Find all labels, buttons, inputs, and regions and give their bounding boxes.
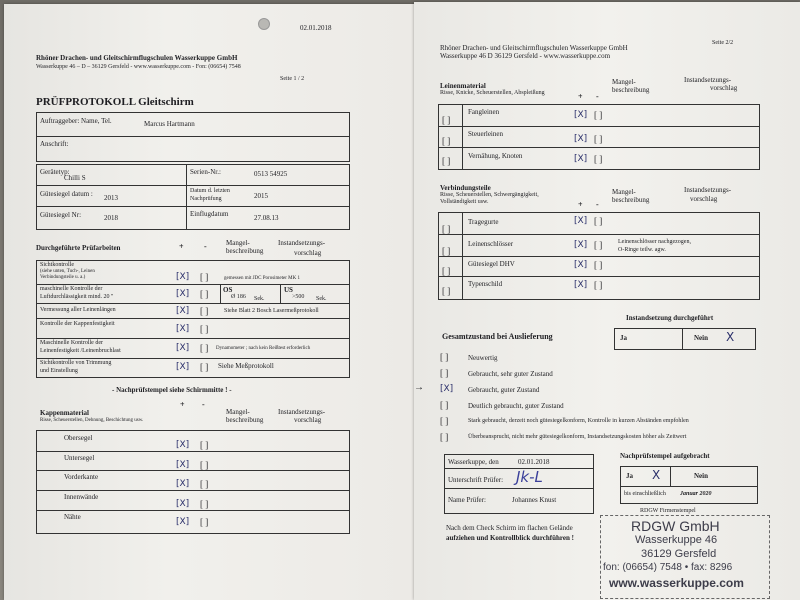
conn-repair-col: Instandsetzungs-	[684, 186, 732, 194]
canopy-3-check: [X]	[176, 479, 190, 489]
lines-3-check: [X]	[574, 154, 588, 164]
signature: Jk-L	[516, 468, 543, 486]
overall-3-label: Gebraucht, guter Zustand	[468, 386, 540, 394]
conn-minus-col: -	[596, 200, 599, 209]
page-title: PRÜFPROTOKOLL Gleitschirm	[36, 96, 194, 108]
company-stamp-phone: fon: (06654) 7548 • fax: 8296	[603, 562, 733, 573]
seal-no-value: 2018	[104, 214, 118, 222]
work-1-sub-2: Verbindungsteile u. a.)	[40, 275, 86, 280]
canopy-3-box: [ ]	[200, 479, 209, 489]
defect-col-2: beschreibung	[226, 247, 264, 255]
stamp-note: - Nachprüfstempel siehe Schirmmitte ! -	[112, 386, 232, 394]
overall-5-box: [ ]	[440, 416, 449, 426]
work-5-sub: Leinenfestigkeit /Leinenbruchlast	[40, 348, 121, 354]
fly-date-value: 27.08.13	[254, 214, 279, 222]
overall-1-label: Neuwertig	[468, 354, 498, 362]
work-3-plus-check: [X]	[176, 306, 190, 316]
client-value: Marcus Hartmann	[144, 120, 195, 128]
client-label: Auftraggeber: Name, Tel.	[40, 117, 112, 125]
canopy-repair-col: Instandsetzungs-	[278, 408, 326, 416]
conn-2-check: [X]	[574, 240, 588, 250]
address-label: Anschrift:	[40, 140, 69, 148]
overall-3-box: [X]	[440, 384, 454, 394]
lines-1-minus-box: [ ]	[594, 110, 603, 120]
conn-2-minus-box: [ ]	[594, 240, 603, 250]
lines-repair-col-2: vorschlag	[710, 84, 738, 92]
conn-4-check: [X]	[574, 280, 588, 290]
overall-1-box: [ ]	[440, 352, 449, 362]
company-header-2: Rhöner Drachen- und Gleitschirmflugschulen Wasserkuppe GmbH	[440, 44, 628, 52]
stamp-yes-check: X	[652, 468, 661, 482]
us-label: US	[284, 286, 293, 294]
overall-4-label: Deutlich gebraucht, guter Zustand	[468, 402, 564, 410]
canopy-minus-col: -	[202, 400, 205, 409]
conn-3-label: Gütesiegel DHV	[468, 260, 515, 268]
us-unit: Sek.	[316, 296, 327, 302]
lines-3-box: [ ]	[442, 156, 451, 166]
canopy-subtitle: Risse, Scheuerstellen, Dehnung, Beschichtung usw.	[40, 418, 144, 423]
last-check-label: Datum d. letzten	[190, 188, 230, 194]
repair-title: Instandsetzung durchgeführt	[626, 314, 714, 322]
page-number-2: Seite 2/2	[712, 40, 734, 46]
conn-4-label: Typenschild	[468, 280, 503, 288]
lines-minus-col: -	[596, 92, 599, 101]
stamp-no: Nein	[694, 472, 708, 480]
company-stamp-label: RDGW Firmenstempel	[640, 508, 696, 514]
inspector-name: Johannes Knust	[512, 496, 557, 504]
repair-box	[614, 328, 756, 350]
canopy-5-check: [X]	[176, 517, 190, 527]
canopy-2-check: [X]	[176, 460, 190, 470]
canopy-4-label: Innenwände	[64, 493, 99, 501]
company-stamp-name: RDGW GmbH	[631, 518, 720, 534]
type-value: Chilli S	[64, 174, 86, 182]
place-label: Wasserkuppe, den	[448, 458, 499, 466]
conn-3-check: [X]	[574, 260, 588, 270]
conn-2-box: [ ]	[442, 246, 451, 256]
work-6-label: Sichtkontrolle von Trimmung	[40, 360, 112, 366]
canopy-5-label: Nähte	[64, 513, 81, 521]
minus-col: -	[204, 242, 207, 251]
work-1-note: gemessen mit JDC Porosimeter MK 1	[224, 276, 300, 281]
work-3-label: Vermessung aller Leinenlängen	[40, 307, 116, 313]
canopy-title: Kappenmaterial	[40, 409, 89, 417]
overall-6-label: Überbeansprucht, nicht mehr gütesiegelkonform, Instandsetzungskosten höher als Zeitwert	[468, 434, 687, 440]
type-label: Gerätetyp:	[40, 168, 70, 176]
stamp-yes: Ja	[626, 472, 633, 480]
work-2-label: maschinelle Kontrolle der	[40, 286, 103, 292]
company-stamp-web: www.wasserkuppe.com	[609, 576, 744, 590]
page-number: Seite 1 / 2	[280, 76, 305, 82]
os-value: Ø 186	[231, 294, 246, 300]
repair-no-check: X	[726, 330, 735, 344]
lines-title: Leinenmaterial	[440, 82, 486, 90]
seal-no-label: Gütesiegel Nr:	[40, 211, 82, 219]
final-note-2: aufziehen und Kontrollblick durchführen !	[446, 534, 574, 542]
inspector-label: Name Prüfer:	[448, 496, 486, 504]
conn-4-box: [ ]	[442, 286, 451, 296]
lines-3-minus-box: [ ]	[594, 154, 603, 164]
conn-plus-col: +	[578, 200, 583, 209]
work-1-plus-check: [X]	[176, 272, 190, 282]
lines-defect-col: Mangel-	[612, 78, 636, 86]
seal-date-label: Gütesiegel datum :	[40, 190, 93, 198]
fly-date-label: Einflugdatum	[190, 210, 229, 218]
conn-title: Verbindungsteile	[440, 184, 491, 192]
stamp-box	[620, 466, 758, 504]
conn-subtitle-2: Vollständigkeit usw.	[440, 199, 489, 205]
work-5-plus-check: [X]	[176, 343, 190, 353]
overall-title: Gesamtzustand bei Auslieferung	[442, 332, 553, 341]
defect-col: Mangel-	[226, 239, 250, 247]
lines-2-minus-box: [ ]	[594, 134, 603, 144]
stamp-title: Nachprüfstempel aufgebracht	[620, 452, 710, 460]
lines-3-label: Vernähung, Knoten	[468, 152, 523, 160]
stamp-until-value: Januar 2020	[680, 491, 712, 497]
conn-2-note-2: O-Ringe teilw. agw.	[618, 247, 666, 253]
conn-2-label: Leinenschlösser	[468, 240, 514, 248]
company-stamp-city: 36129 Gersfeld	[641, 548, 717, 560]
date-top: 02.01.2018	[300, 24, 332, 32]
overall-5-label: Stark gebraucht, derzeit noch gütesiegelkonform, Kontrolle in kurzen Abständen empfohlen	[468, 418, 689, 424]
company-header: Rhöner Drachen- und Gleitschirmflugschulen Wasserkuppe GmbH	[36, 54, 238, 62]
os-unit: Sek.	[254, 296, 265, 302]
page-1	[4, 4, 416, 600]
seal-date-value: 2013	[104, 194, 118, 202]
serial-value: 0513 54925	[254, 170, 288, 178]
page-2	[414, 2, 800, 600]
stamp-until-label: bis einschließlich	[624, 491, 666, 497]
work-5-minus-box: [ ]	[200, 343, 209, 353]
canopy-4-check: [X]	[176, 499, 190, 509]
lines-plus-col: +	[578, 92, 583, 101]
company-stamp	[600, 515, 770, 599]
work-1-sub: (siehe unten, Tuch-, Leinen	[40, 269, 95, 274]
lines-2-check: [X]	[574, 134, 588, 144]
work-5-label: Maschinelle Kontrolle der	[40, 340, 103, 346]
work-5-note: Dynamometer ; nach kein Reißtest erforderlich	[216, 346, 311, 351]
overall-6-box: [ ]	[440, 432, 449, 442]
canopy-1-box: [ ]	[200, 440, 209, 450]
work-6-plus-check: [X]	[176, 362, 190, 372]
work-3-note: Siehe Blatt 2 Bosch Lasermeßprotokoll	[224, 308, 319, 314]
canopy-2-label: Untersegel	[64, 454, 95, 462]
canopy-repair-col-2: vorschlag	[294, 416, 322, 424]
company-stamp-street: Wasserkuppe 46	[635, 534, 718, 546]
works-title: Durchgeführte Prüfarbeiten	[36, 244, 121, 252]
lines-subtitle: Risse, Knicke, Scheuerstellen, Abspleißung	[440, 90, 545, 96]
conn-3-box: [ ]	[442, 266, 451, 276]
arrow-icon: →	[414, 382, 424, 393]
work-3-minus-box: [ ]	[200, 306, 209, 316]
overall-4-box: [ ]	[440, 400, 449, 410]
repair-no: Nein	[694, 334, 708, 342]
conn-repair-col-2: vorschlag	[690, 195, 718, 203]
conn-1-box: [ ]	[442, 224, 451, 234]
sign-label: Unterschrift Prüfer:	[448, 476, 504, 484]
canopy-table	[36, 430, 350, 534]
work-4-label: Kontrolle der Kappenfestigkeit	[40, 321, 115, 327]
work-4-plus-check: [X]	[176, 324, 190, 334]
work-1-label: Sichtkontrolle	[40, 262, 74, 268]
work-2-minus-box: [ ]	[200, 289, 209, 299]
lines-2-label: Steuerleinen	[468, 130, 503, 138]
last-check-label-2: Nachprüfung	[190, 196, 222, 202]
company-address: Wasserkuppe 46 – D – 36129 Gersfeld - www.wasserkuppe.com - Fon: (06654) 7548	[36, 64, 241, 70]
serial-label: Serien-Nr.:	[190, 168, 221, 176]
canopy-1-label: Obersegel	[64, 434, 93, 442]
last-check-value: 2015	[254, 192, 268, 200]
plus-col: +	[179, 242, 184, 251]
canopy-4-box: [ ]	[200, 499, 209, 509]
repair-col: Instandsetzungs-	[278, 239, 326, 247]
canopy-2-box: [ ]	[200, 460, 209, 470]
work-6-sub: und Einstellung	[40, 368, 78, 374]
conn-4-minus-box: [ ]	[594, 280, 603, 290]
canopy-1-check: [X]	[176, 440, 190, 450]
work-4-minus-box: [ ]	[200, 324, 209, 334]
punch-hole	[258, 18, 270, 30]
overall-2-box: [ ]	[440, 368, 449, 378]
lines-2-box: [ ]	[442, 136, 451, 146]
final-note: Nach dem Check Schirm im flachen Gelände	[446, 524, 573, 532]
conn-3-minus-box: [ ]	[594, 260, 603, 270]
conn-defect-col-2: beschreibung	[612, 196, 650, 204]
lines-1-label: Fangleinen	[468, 108, 500, 116]
conn-2-note: Leinenschlösser nachgezogen,	[618, 239, 691, 245]
conn-1-label: Tragegurte	[468, 218, 499, 226]
lines-1-box: [ ]	[442, 115, 451, 125]
overall-2-label: Gebraucht, sehr guter Zustand	[468, 370, 553, 378]
company-address-2: Wasserkuppe 46 D 36129 Gersfeld - www.wasserkuppe.com	[440, 52, 611, 60]
lines-1-check: [X]	[574, 110, 588, 120]
repair-col-2: vorschlag	[294, 249, 322, 257]
conn-1-minus-box: [ ]	[594, 216, 603, 226]
conn-defect-col: Mangel-	[612, 188, 636, 196]
conn-subtitle: Risse, Scheuerstellen, Schwergängigkeit,	[440, 192, 539, 198]
place-date: 02.01.2018	[518, 458, 550, 466]
work-6-minus-box: [ ]	[200, 362, 209, 372]
lines-defect-col-2: beschreibung	[612, 86, 650, 94]
os-label: OS	[223, 286, 233, 294]
work-2-sub: Luftdurchlässigkeit mind. 20 ''	[40, 294, 114, 300]
work-1-minus-box: [ ]	[200, 272, 209, 282]
conn-1-check: [X]	[574, 216, 588, 226]
canopy-defect-col-2: beschreibung	[226, 416, 264, 424]
us-value: >500	[292, 294, 305, 300]
work-2-plus-check: [X]	[176, 289, 190, 299]
work-6-note: Siehe Meßprotokoll	[218, 362, 274, 370]
canopy-plus-col: +	[180, 400, 185, 409]
lines-repair-col: Instandsetzungs-	[684, 76, 732, 84]
repair-yes: Ja	[620, 334, 627, 342]
canopy-defect-col: Mangel-	[226, 408, 250, 416]
canopy-5-box: [ ]	[200, 517, 209, 527]
canopy-3-label: Vorderkante	[64, 473, 99, 481]
